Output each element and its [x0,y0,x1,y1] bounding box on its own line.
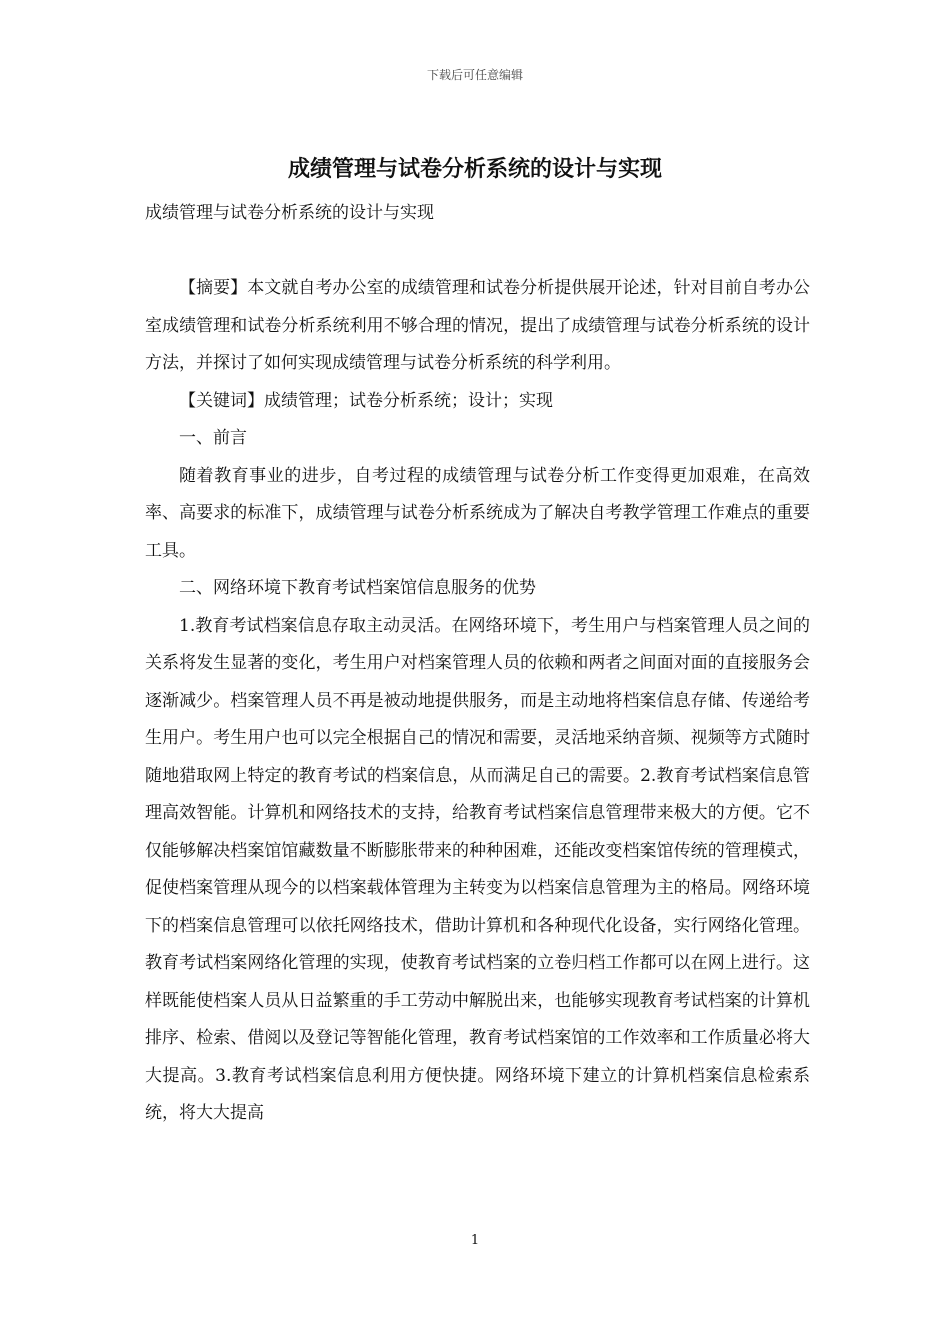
section-heading-advantages: 二、网络环境下教育考试档案馆信息服务的优势 [179,578,536,598]
preface-paragraph: 随着教育事业的进步，自考过程的成绩管理与试卷分析工作变得更加艰难，在高效率、高要求的标准下，成绩管理与试卷分析系统成为了解决自考教学管理工作难点的重要工具。 [145,465,810,561]
page-header-note: 下载后可任意编辑 [426,68,523,82]
document-body [145,270,810,1133]
advantages-paragraph: 1.教育考试档案信息存取主动灵活。在网络环境下，考生用户与档案管理人员之间的关系将发生显著的变化，考生用户对档案管理人员的依赖和两者之间面对面的直接服务会逐渐减少。档案管理人员不再是被动地提供服务，而是主动地将档案信息存储、传递给考生用户。考生用户也可以完全根据自己的情况和需要，灵活地采纳音频、视频等方式随时随地猎取网上特定的教育考试的档案信息，从而满足自己的需要。2.教育考试档案信息管理高效智能。计算机和网络技术的支持，给教育考试档案信息管理带来极大的方便。它不仅能够解决档案馆馆藏数量不断膨胀带来的种种困难，还能改变档案馆传统的管理模式，促使档案管理从现今的以档案载体管理为主转变为以档案信息管理为主的格局。网络环境下的档案信息管理可以依托网络技术，借助计算机和各种现代化设备，实行网络化管理。教育考试档案网络化管理的实现，使教育考试档案的立卷归档工作都可以在网上进行。这样既能使档案人员从日益繁重的手工劳动中解脱出来，也能够实现教育考试档案的计算机排序、检索、借阅以及登记等智能化管理，教育考试档案馆的工作效率和工作质量必将大大提高。3.教育考试档案信息利用方便快捷。网络环境下建立的计算机档案信息检索系统，将大大提高 [145,615,810,1123]
keywords-paragraph: 【关键词】成绩管理；试卷分析系统；设计；实现 [179,390,553,411]
document-subtitle: 成绩管理与试卷分析系统的设计与实现 [145,203,434,223]
document-title: 成绩管理与试卷分析系统的设计与实现 [287,157,662,182]
section-heading-preface: 一、前言 [179,428,247,448]
page-number: 1 [470,1233,480,1248]
abstract-paragraph: 【摘要】本文就自考办公室的成绩管理和试卷分析提供展开论述，针对目前自考办公室成绩管理和试卷分析系统利用不够合理的情况，提出了成绩管理与试卷分析系统的设计方法，并探讨了如何实现成绩管理与试卷分析系统的科学利用。 [145,278,810,373]
